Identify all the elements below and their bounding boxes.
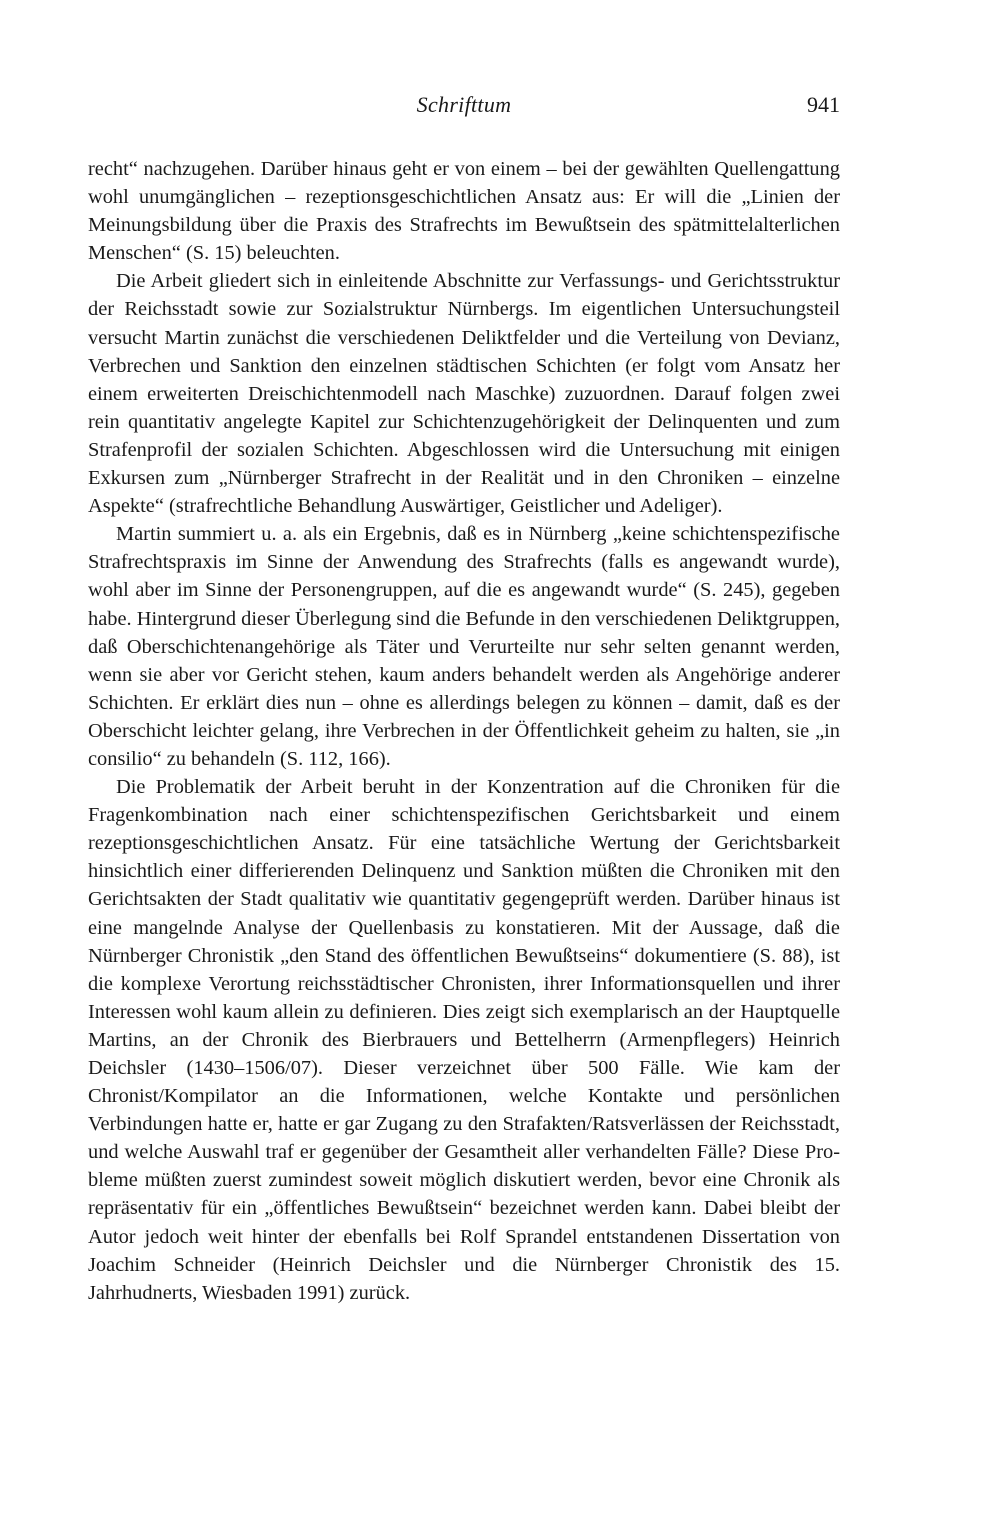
paragraph-continued: recht“ nachzugehen. Darüber hinaus geht er von einem – bei der gewählten Quellengattung wohl unumgänglichen – rezeptionsgeschichtlichen Ansatz aus: Er will die „Linien der Meinungsbildung über die Praxis des Strafrechts im Bewußtsein des spätmittelalterlichen Menschen“ (S. 15) beleuchten. (88, 158, 840, 265)
paragraph: Martin summiert u. a. als ein Ergebnis, daß es in Nürnberg „keine schichtenspezifische Strafrechtspraxis im Sinne der Anwendung des Strafrechts (falls es angewandt wurde), wohl aber im Sinne der Personengruppen, auf die es angewandt wurde“ (S. 245), gegeben habe. Hintergrund dieser Überlegung sind die Befunde in den verschiedenen Deliktgruppen, daß Oberschichtenangehörige als Täter und Verurteilte nur sehr selten genannt werden, wenn sie aber vor Gericht stehen, kaum anders behandelt werden als Angehörige anderer Schichten. Er erklärt dies nun – ohne es allerdings belegen zu können – damit, daß es der Oberschicht leichter gelang, ihre Verbrechen in der Öffentlichkeit geheim zu halten, sie „in consilio“ zu behandeln (S. 112, 166). (88, 523, 840, 770)
running-title: Schrifttum (416, 92, 512, 117)
body-text (88, 155, 840, 1307)
page-number: 941 (807, 92, 840, 117)
paragraph: Die Arbeit gliedert sich in einleitende Abschnitte zur Verfassungs- und Gerichtsstruktur der Reichsstadt sowie zur Sozialstruktur Nürnbergs. Im eigentlichen Untersuchungsteil versucht Martin zunächst die verschiedenen Deliktfelder und die Verteilung von Devianz, Verbrechen und Sanktion den einzelnen städtischen Schichten (er folgt vom Ansatz her einem erweiterten Dreischichtenmodell nach Maschke) zuzuordnen. Darauf folgen zwei rein quantitativ angelegte Kapitel zur Schichtenzugehörigkeit der Delinquenten und zum Strafenprofil der sozialen Schichten. Abgeschlossen wird die Untersuchung mit einigen Exkursen zum „Nürnberger Strafrecht in der Realität und in den Chroniken – einzelne Aspekte“ (strafrechtliche Behandlung Auswärtiger, Geistlicher und Adeliger). (88, 270, 840, 518)
running-header (88, 92, 840, 122)
paragraph: Die Problematik der Arbeit beruht in der Konzentration auf die Chroniken für die Fragenkombination nach einer schichtenspezifischen Gerichtsbarkeit und einem rezeptionsgeschichtlichen Ansatz. Für eine tatsächliche Wertung der Gerichtsbarkeit hinsichtlich einer differierenden Delinquenz und Sanktion müßten die Chroniken mit den Gerichtsakten der Stadt qualitativ wie quantitativ gegengeprüft werden. Darüber hinaus ist eine mangelnde Analyse der Quellenbasis zu konstatieren. Mit der Aussage, daß die Nürnberger Chronistik „den Stand des öffentlichen Bewußtseins“ dokumentiere (S. 88), ist die komplexe Verortung reichsstädtischer Chronisten, ihrer Informationsquellen und ihrer Interessen wohl kaum allein zu definieren. Dies zeigt sich exemplarisch an der Hauptquelle Martins, an der Chronik des Bierbrauers und Bettelherrn (Armenpflegers) Heinrich Deichsler (1430–1506/07). Dieser verzeichnet über 500 Fälle. Wie kam der Chronist/Kompilator an die Informationen, welche Kontakte und persönlichen Verbindungen hatte er, hatte er gar Zugang zu den Strafakten/Ratsverlässen der Reichsstadt, und welche Auswahl traf er gegenüber der Gesamtheit aller verhandelten Fälle? Diese Probleme müßten zuerst zumindest soweit möglich diskutiert werden, bevor eine Chronik als repräsentativ für ein „öffentliches Bewußtsein“ bezeichnet werden kann. Dabei bleibt der Autor jedoch weit hinter der ebenfalls bei Rolf Sprandel entstandenen Dissertation von Joachim Schneider (Heinrich Deichsler und die Nürnberger Chronistik des 15. Jahrhudnerts, Wiesbaden 1991) zurück. (88, 776, 840, 1304)
